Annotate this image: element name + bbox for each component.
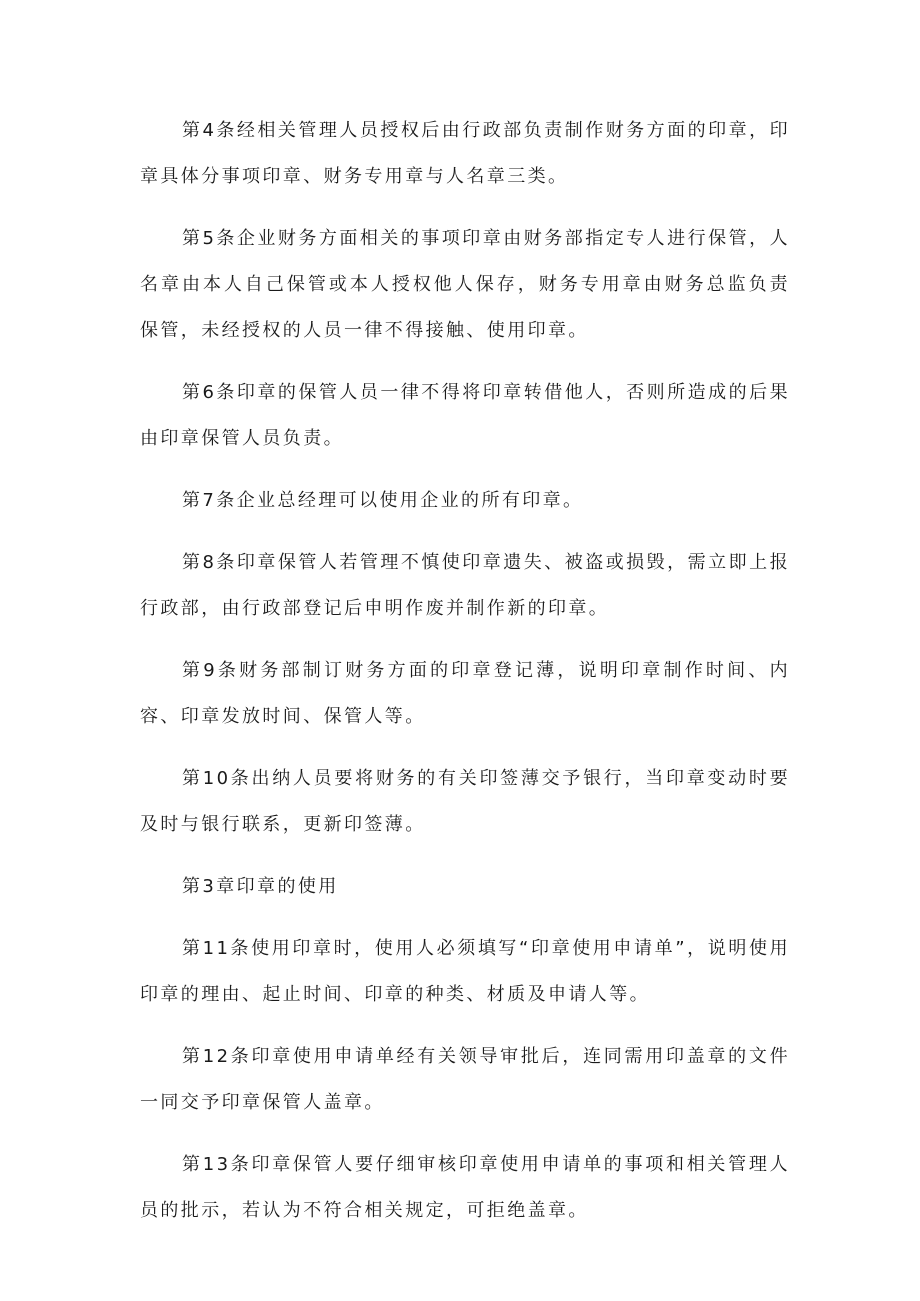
article-12: 第12条印章使用申请单经有关领导审批后，连同需用印盖章的文件一同交予印章保管人盖章。 [140,1046,790,1113]
article-8: 第8条印章保管人若管理不慎使印章遗失、被盗或损毁，需立即上报行政部，由行政部登记后申明作废并制作新的印章。 [140,552,790,619]
chapter-heading: 第3章印章的使用 [182,876,339,897]
article-9: 第9条财务部制订财务方面的印章登记薄，说明印章制作时间、内容、印章发放时间、保管人等。 [140,660,790,727]
article-4: 第4条经相关管理人员授权后由行政部负责制作财务方面的印章，印章具体分事项印章、财务专用章与人名章三类。 [140,120,790,187]
article-13: 第13条印章保管人要仔细审核印章使用申请单的事项和相关管理人员的批示，若认为不符合相关规定，可拒绝盖章。 [140,1154,790,1221]
article-7: 第7条企业总经理可以使用企业的所有印章。 [182,490,584,511]
article-10: 第10条出纳人员要将财务的有关印签薄交予银行，当印章变动时要及时与银行联系，更新印签薄。 [140,768,790,835]
article-6: 第6条印章的保管人员一律不得将印章转借他人，否则所造成的后果由印章保管人员负责。 [140,382,790,449]
article-11: 第11条使用印章时，使用人必须填写“印章使用申请单”，说明使用印章的理由、起止时间、印章的种类、材质及申请人等。 [140,938,790,1005]
document-body [140,108,790,1250]
article-5: 第5条企业财务方面相关的事项印章由财务部指定专人进行保管，人名章由本人自己保管或本人授权他人保存，财务专用章由财务总监负责保管，未经授权的人员一律不得接触、使用印章。 [140,228,790,341]
